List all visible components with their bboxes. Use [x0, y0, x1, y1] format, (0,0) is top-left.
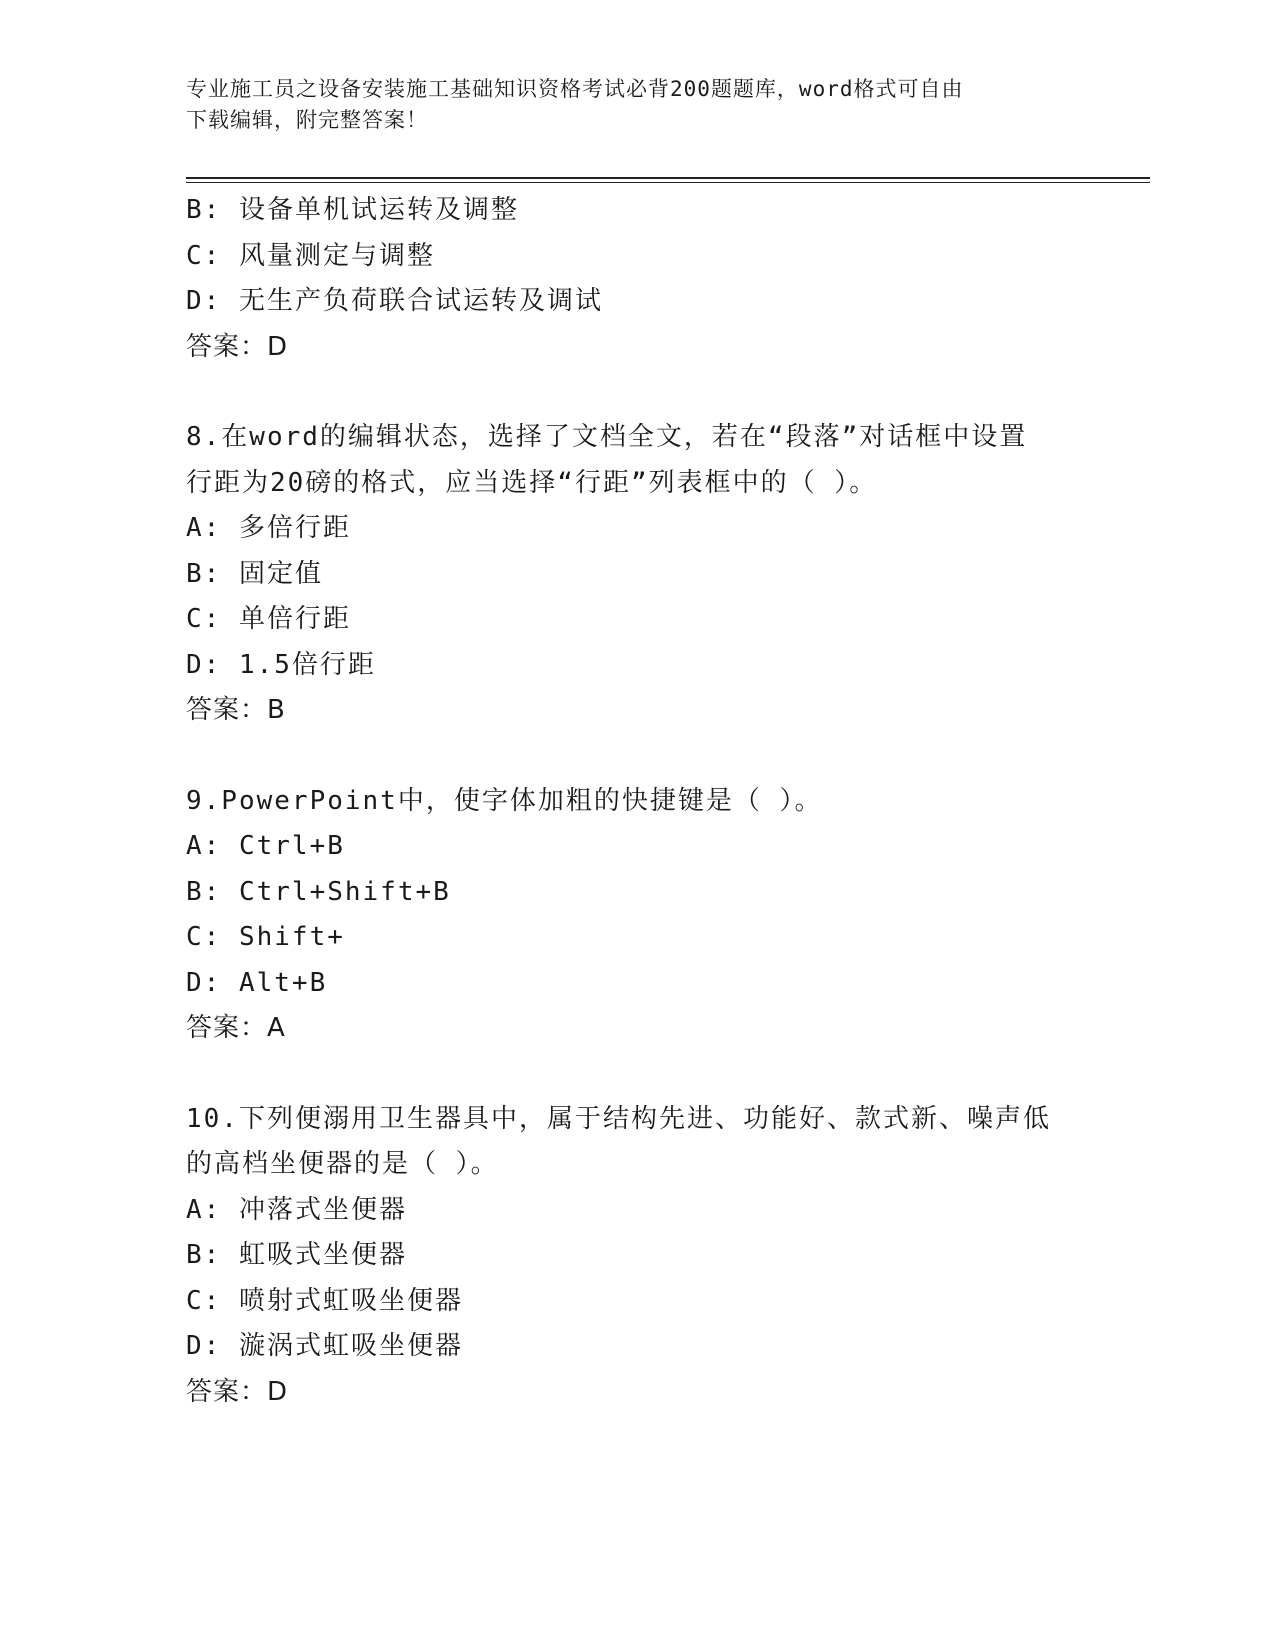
header-title-line-1: 专业施工员之设备安装施工基础知识资格考试必背200题题库，word格式可自由: [186, 77, 964, 101]
option-b: B: 设备单机试运转及调整: [186, 195, 519, 225]
question-text-line: 8.在word的编辑状态，选择了文档全文，若在“段落”对话框中设置: [186, 422, 1028, 452]
option-c: C: Shift+: [186, 922, 345, 952]
answer-line: 答案：D: [186, 1376, 289, 1407]
question-spacer: [186, 370, 1086, 415]
answer-line: 答案：B: [186, 695, 286, 725]
page-header: [186, 74, 1066, 136]
option-d: D: 1.5倍行距: [186, 649, 376, 680]
option-b: B: 虹吸式坐便器: [186, 1240, 407, 1270]
answer-line: 答案：D: [186, 331, 289, 362]
option-c: C: 风量测定与调整: [186, 240, 435, 271]
question-8: [186, 415, 1086, 734]
question-content: [186, 188, 1086, 1415]
option-b: B: 固定值: [186, 558, 323, 589]
option-d: D: 漩涡式虹吸坐便器: [186, 1331, 463, 1361]
question-text-line: 的高档坐便器的是（ ）。: [186, 1149, 499, 1179]
answer-line: 答案：A: [186, 1013, 286, 1043]
header-rule-thick: [186, 177, 1150, 179]
option-c: C: 喷射式虹吸坐便器: [186, 1285, 463, 1316]
option-a: A: Ctrl+B: [186, 831, 345, 861]
header-title-line-2: 下载编辑，附完整答案！: [186, 108, 428, 132]
option-b: B: Ctrl+Shift+B: [186, 876, 451, 907]
question-text-line: 10.下列便溺用卫生器具中，属于结构先进、功能好、款式新、噪声低: [186, 1103, 1051, 1134]
option-c: C: 单倍行距: [186, 604, 351, 634]
option-a: A: 多倍行距: [186, 513, 351, 543]
question-10: [186, 1097, 1086, 1416]
option-d: D: 无生产负荷联合试运转及调试: [186, 286, 603, 316]
option-a: A: 冲落式坐便器: [186, 1194, 407, 1225]
question-spacer: [186, 1052, 1086, 1097]
question-spacer: [186, 734, 1086, 779]
question-9: [186, 779, 1086, 1052]
question-text-line: 行距为20磅的格式，应当选择“行距”列表框中的（ ）。: [186, 467, 878, 498]
question-7-continued: [186, 188, 1086, 370]
option-d: D: Alt+B: [186, 967, 328, 998]
header-rule-thin: [186, 182, 1150, 183]
question-text-line: 9.PowerPoint中，使字体加粗的快捷键是（ ）。: [186, 785, 823, 816]
